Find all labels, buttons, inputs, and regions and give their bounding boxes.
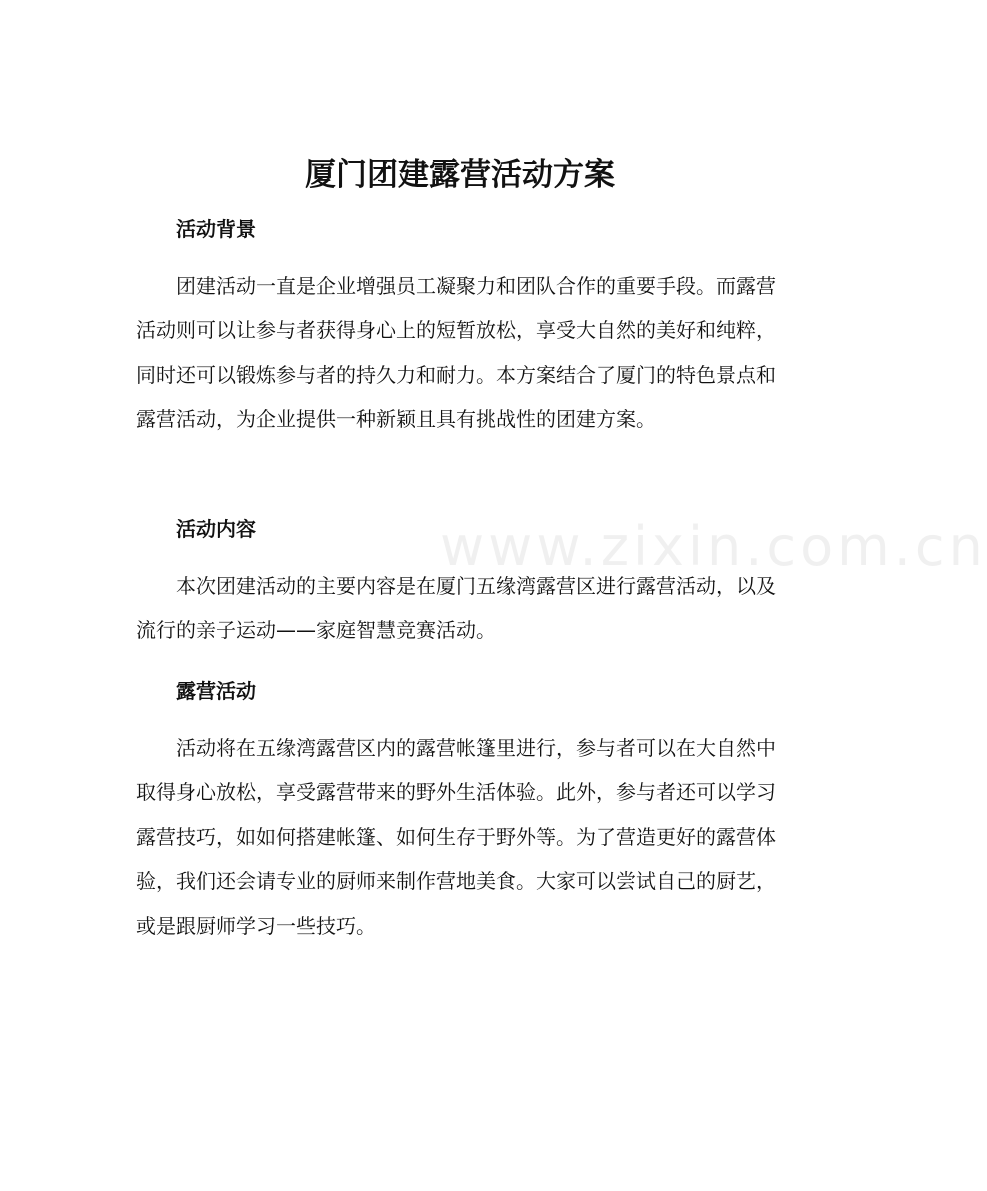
section-paragraph-background: 团建活动一直是企业增强员工凝聚力和团队合作的重要手段。而露营活动则可以让参与者获得身心上的短暂放松，享受大自然的美好和纯粹，同时还可以锻炼参与者的持久力和耐力。本方案结合了厦门的特色景点和露营活动，为企业提供一种新颖且具有挑战性的团建方案。	[136, 274, 776, 432]
section-paragraph-content: 本次团建活动的主要内容是在厦门五缘湾露营区进行露营活动，以及流行的亲子运动——家庭智慧竞赛活动。	[136, 574, 776, 643]
watermark: www.zixin.com.cn	[440, 515, 987, 578]
section-heading-content: 活动内容	[176, 517, 256, 541]
section-heading-background: 活动背景	[176, 217, 256, 241]
document-title: 厦门团建露营活动方案	[305, 157, 615, 193]
section-heading-camping: 露营活动	[176, 679, 256, 703]
section-paragraph-camping: 活动将在五缘湾露营区内的露营帐篷里进行，参与者可以在大自然中取得身心放松，享受露营带来的野外生活体验。此外，参与者还可以学习露营技巧，如如何搭建帐篷、如何生存于野外等。为了营造更好的露营体验，我们还会请专业的厨师来制作营地美食。大家可以尝试自己的厨艺，或是跟厨师学习一些技巧。	[136, 736, 776, 938]
